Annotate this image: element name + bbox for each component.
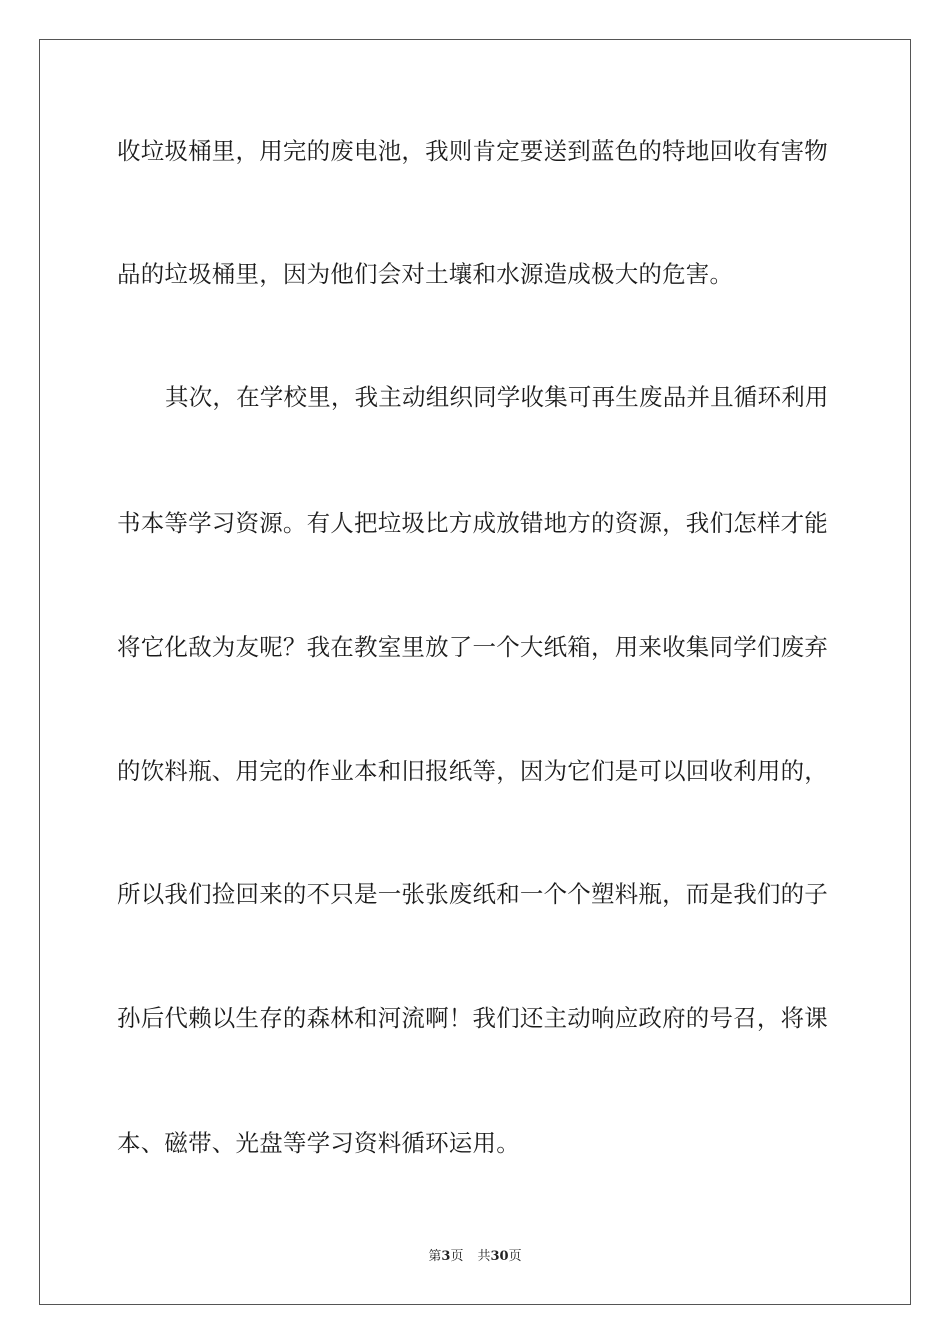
footer-total-prefix: 共	[477, 1249, 491, 1264]
body-line-1: 收垃圾桶里，用完的废电池，我则肯定要送到蓝色的特地回收有害物	[117, 137, 828, 165]
body-line-5: 将它化敌为友呢？我在教室里放了一个大纸箱，用来收集同学们废弃	[117, 633, 828, 661]
body-line-6: 的饮料瓶、用完的作业本和旧报纸等，因为它们是可以回收利用的，	[117, 757, 828, 785]
footer-total-suffix: 页	[508, 1249, 522, 1264]
body-line-7: 所以我们捡回来的不只是一张张废纸和一个个塑料瓶，而是我们的子	[117, 880, 828, 908]
body-line-3: 其次，在学校里，我主动组织同学收集可再生废品并且循环利用	[165, 383, 829, 411]
body-line-8: 孙后代赖以生存的森林和河流啊！我们还主动响应政府的号召，将课	[117, 1004, 828, 1032]
page-footer	[0, 1248, 950, 1266]
footer-page-prefix: 第	[428, 1249, 442, 1264]
page-frame	[39, 39, 911, 1305]
body-line-2: 品的垃圾桶里，因为他们会对土壤和水源造成极大的危害。	[117, 260, 734, 288]
footer-page-suffix: 页	[450, 1249, 464, 1264]
body-line-9: 本、磁带、光盘等学习资料循环运用。	[117, 1129, 520, 1157]
footer-total-pages: 30	[490, 1249, 509, 1264]
footer-page-number: 3	[441, 1249, 451, 1264]
body-line-4: 书本等学习资源。有人把垃圾比方成放错地方的资源，我们怎样才能	[117, 509, 828, 537]
